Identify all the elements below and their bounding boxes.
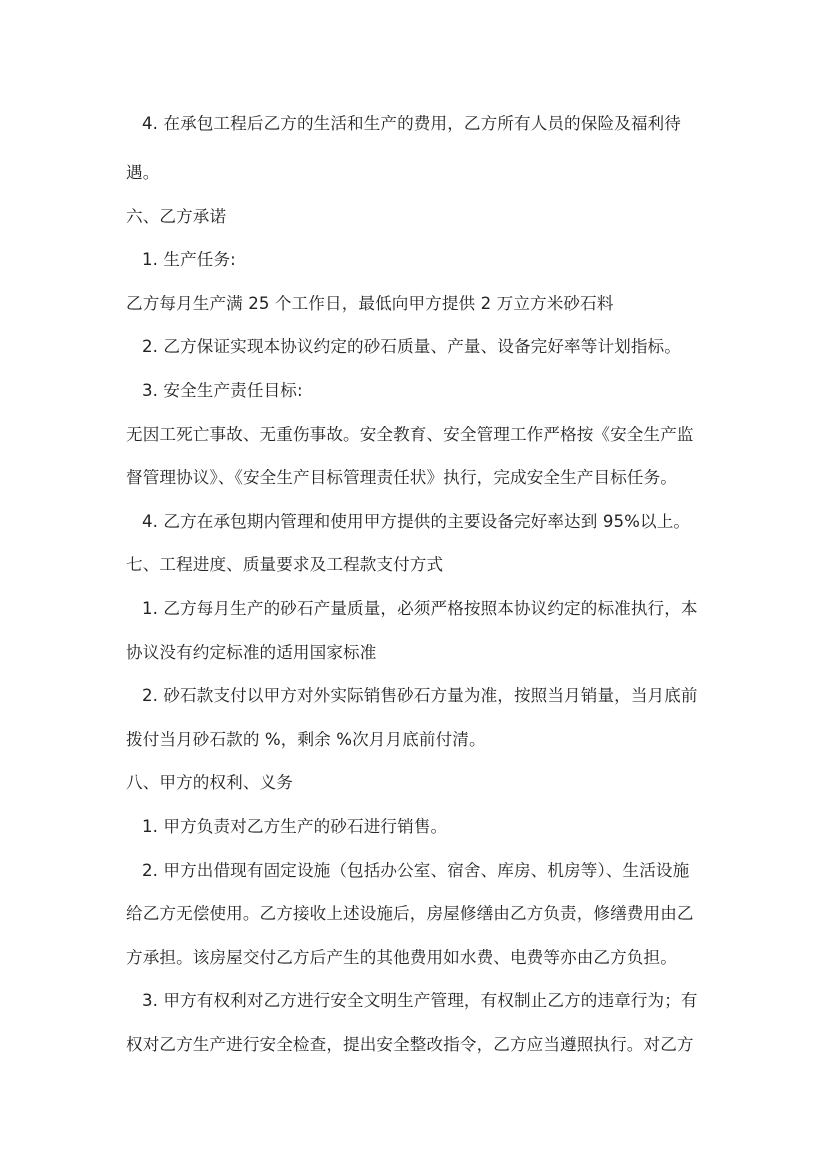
text-line: 2. 砂石款支付以甲方对外实际销售砂石方量为准，按照当月销量，当月底前 [142, 686, 698, 706]
text-line: 1. 生产任务: [142, 250, 236, 270]
document-body [126, 102, 726, 1066]
text-line: 3. 安全生产责任目标: [142, 380, 303, 400]
text-line: 4. 在承包工程后乙方的生活和生产的费用，乙方所有人员的保险及福利待 [142, 114, 681, 133]
text-line: 给乙方无偿使用。乙方接收上述设施后，房屋修缮由乙方负责，修缮费用由乙 [126, 904, 694, 924]
text-line: 2. 甲方出借现有固定设施（包括办公室、宿舍、库房、机房等）、生活设施 [142, 860, 690, 880]
text-line: 2. 乙方保证实现本协议约定的砂石质量、产量、设备完好率等计划指标。 [142, 337, 681, 357]
text-line: 3. 甲方有权利对乙方进行安全文明生产管理，有权制止乙方的违章行为；有 [142, 991, 698, 1011]
text-line: 遇。 [126, 163, 160, 182]
text-line: 无因工死亡事故、无重伤事故。安全教育、安全管理工作严格按《安全生产监 [126, 424, 694, 444]
text-line: 六、乙方承诺 [126, 206, 227, 226]
text-line: 方承担。该房屋交付乙方后产生的其他费用如水费、电费等亦由乙方负担。 [126, 947, 677, 967]
text-line: 乙方每月生产满 25 个工作日，最低向甲方提供 2 万立方米砂石料 [126, 293, 614, 313]
text-line: 拨付当月砂石款的 %，剩余 %次月月底前付清。 [126, 729, 486, 749]
text-line: 权对乙方生产进行安全检查，提出安全整改指令，乙方应当遵照执行。对乙方 [126, 1034, 694, 1054]
text-line: 4. 乙方在承包期内管理和使用甲方提供的主要设备完好率达到 95%以上。 [142, 511, 691, 531]
text-line: 八、甲方的权利、义务 [126, 773, 293, 793]
text-line: 1. 甲方负责对乙方生产的砂石进行销售。 [142, 816, 448, 836]
text-line: 七、工程进度、质量要求及工程款支付方式 [126, 555, 444, 575]
text-line: 督管理协议》、《安全生产目标管理责任状》执行，完成安全生产目标任务。 [126, 468, 677, 488]
text-line: 1. 乙方每月生产的砂石产量质量，必须严格按照本协议约定的标准执行，本 [142, 598, 698, 618]
text-line: 协议没有约定标准的适用国家标准 [126, 642, 377, 662]
